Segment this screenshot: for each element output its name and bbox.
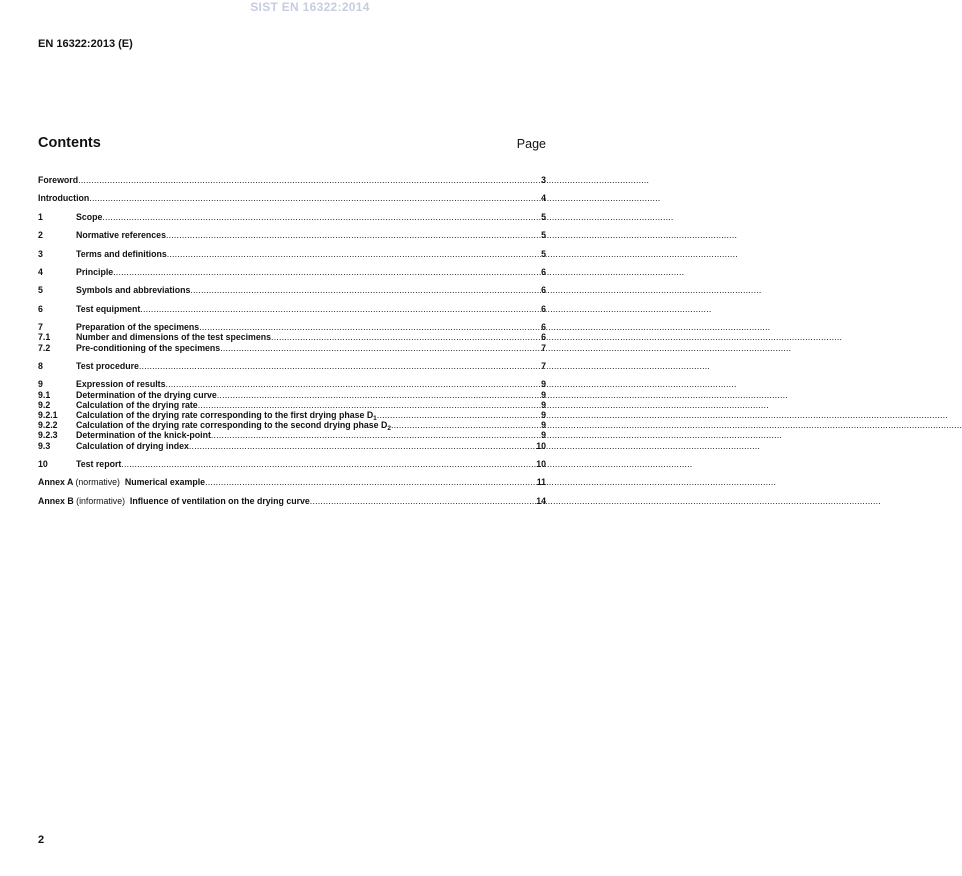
toc-entry-9-2-1[interactable] xyxy=(38,410,546,420)
dot-leader xyxy=(89,193,541,203)
annex-label: Annex A xyxy=(38,477,74,488)
dot-leader xyxy=(189,441,536,451)
dot-leader xyxy=(211,430,541,440)
dot-leader xyxy=(205,477,537,487)
toc-page: 9 xyxy=(541,379,546,390)
annex-type: (normative) xyxy=(75,477,120,488)
toc-title xyxy=(38,496,310,506)
toc-number: 7.2 xyxy=(38,342,51,353)
toc-number: 3 xyxy=(38,248,43,259)
toc-number: 9.2 xyxy=(38,399,51,410)
toc-page: 14 xyxy=(536,495,546,506)
toc-page: 7 xyxy=(541,360,546,371)
annex-label: Annex B xyxy=(38,495,74,506)
toc-entry-7-2[interactable] xyxy=(38,343,546,353)
toc-title: Determination of the knick-point xyxy=(76,430,211,441)
toc-number: 4 xyxy=(38,266,43,277)
toc-entry-9[interactable] xyxy=(38,379,546,389)
toc-page: 5 xyxy=(541,230,546,241)
toc-entry-9-2-3[interactable] xyxy=(38,430,546,440)
toc-entry-2[interactable] xyxy=(38,230,546,240)
toc-entry-introduction[interactable] xyxy=(38,193,546,203)
toc-title: Preparation of the specimens xyxy=(76,322,200,333)
document-code: EN 16322:2013 (E) xyxy=(38,38,133,50)
annex-type: (informative) xyxy=(76,495,126,506)
toc-number: 8 xyxy=(38,360,43,371)
toc-entry-9-2-2[interactable] xyxy=(38,420,546,433)
toc-page: 10 xyxy=(536,458,546,469)
toc-title: Terms and definitions xyxy=(76,248,167,259)
subscript: 2 xyxy=(387,425,391,433)
toc-entry-1[interactable] xyxy=(38,212,546,222)
toc-title: Determination of the drying curve xyxy=(76,389,217,400)
contents-heading: Contents xyxy=(38,135,101,151)
toc-page: 5 xyxy=(541,211,546,222)
toc-entry-9-3[interactable] xyxy=(38,441,546,451)
toc-page: 6 xyxy=(541,303,546,314)
toc-title: Pre-conditioning of the specimens xyxy=(76,342,221,353)
toc-page: 6 xyxy=(541,322,546,333)
annex-title: Influence of ventilation on the drying curve xyxy=(129,495,310,506)
toc-entry-9-1[interactable] xyxy=(38,390,546,400)
toc-page: 9 xyxy=(541,420,546,431)
dot-leader xyxy=(377,410,541,420)
toc-number: 7 xyxy=(38,322,43,333)
subscript: 1 xyxy=(373,414,377,422)
toc-title xyxy=(76,410,377,420)
toc-number: 9.2.3 xyxy=(38,430,58,441)
toc-entry-9-2[interactable] xyxy=(38,400,546,410)
table-of-contents xyxy=(38,175,546,506)
toc-number: 9.3 xyxy=(38,440,51,451)
toc-page: 9 xyxy=(541,430,546,441)
toc-entry-7-1[interactable] xyxy=(38,332,546,342)
dot-leader xyxy=(167,249,541,259)
toc-entry-4[interactable] xyxy=(38,267,546,277)
toc-entry-foreword[interactable] xyxy=(38,175,546,185)
watermark: SIST EN 16322:2014 xyxy=(250,0,370,14)
dot-leader xyxy=(102,212,541,222)
dot-leader xyxy=(165,379,541,389)
toc-page: 6 xyxy=(541,285,546,296)
toc-entry-7[interactable] xyxy=(38,322,546,332)
toc-number: 9.1 xyxy=(38,389,51,400)
toc-page: 6 xyxy=(541,266,546,277)
toc-title xyxy=(76,420,391,433)
toc-title: Number and dimensions of the test specimens xyxy=(76,332,272,343)
toc-number: 1 xyxy=(38,211,43,222)
toc-title: Test report xyxy=(76,458,122,469)
toc-number: 9.2.1 xyxy=(38,409,58,420)
dot-leader xyxy=(199,322,541,332)
toc-number: 2 xyxy=(38,230,43,241)
page-column-label: Page xyxy=(516,137,546,151)
toc-entry-8[interactable] xyxy=(38,361,546,371)
toc-entry-6[interactable] xyxy=(38,304,546,314)
toc-page: 9 xyxy=(541,409,546,420)
toc-title: Test equipment xyxy=(76,303,141,314)
dot-leader xyxy=(139,361,541,371)
dot-leader xyxy=(190,285,541,295)
toc-title xyxy=(38,477,205,487)
toc-page: 11 xyxy=(536,477,546,488)
dot-leader xyxy=(310,496,536,506)
toc-number: 9.2.2 xyxy=(38,420,58,431)
toc-title: Symbols and abbreviations xyxy=(76,285,191,296)
toc-title: Foreword xyxy=(38,175,79,185)
dot-leader xyxy=(78,175,541,185)
toc-page: 5 xyxy=(541,248,546,259)
toc-entry-5[interactable] xyxy=(38,285,546,295)
toc-title-text: Calculation of the drying rate corresponding to the second drying phase D xyxy=(76,420,388,431)
toc-title: Calculation of drying index xyxy=(76,440,189,451)
toc-number: 9 xyxy=(38,379,43,390)
dot-leader xyxy=(113,267,541,277)
dot-leader xyxy=(271,332,541,342)
dot-leader xyxy=(220,343,541,353)
toc-title: Principle xyxy=(76,266,114,277)
annex-title: Numerical example xyxy=(124,477,206,488)
toc-title: Calculation of the drying rate xyxy=(76,399,198,410)
toc-number: 6 xyxy=(38,303,43,314)
toc-number: 5 xyxy=(38,285,43,296)
dot-leader xyxy=(217,390,541,400)
toc-page: 7 xyxy=(541,342,546,353)
toc-entry-annex-b[interactable] xyxy=(38,496,546,506)
toc-page: 9 xyxy=(541,389,546,400)
dot-leader xyxy=(391,420,541,430)
dot-leader xyxy=(121,459,536,469)
toc-number: 7.1 xyxy=(38,332,51,343)
toc-page: 3 xyxy=(541,175,546,185)
toc-number: 10 xyxy=(38,458,48,469)
toc-title: Introduction xyxy=(38,193,90,204)
toc-entry-annex-a[interactable] xyxy=(38,477,546,487)
toc-title: Test procedure xyxy=(76,360,139,371)
toc-title: Expression of results xyxy=(76,379,166,390)
toc-title: Normative references xyxy=(76,230,166,241)
dot-leader xyxy=(140,304,541,314)
toc-title: Scope xyxy=(76,211,103,222)
page-number: 2 xyxy=(38,834,45,846)
toc-page: 4 xyxy=(541,193,546,204)
dot-leader xyxy=(198,400,541,410)
toc-entry-3[interactable] xyxy=(38,249,546,259)
toc-title-text: Calculation of the drying rate corresponding to the first drying phase D xyxy=(76,409,374,420)
toc-page: 9 xyxy=(541,399,546,410)
toc-entry-10[interactable] xyxy=(38,459,546,469)
toc-page: 10 xyxy=(536,440,546,451)
toc-page: 6 xyxy=(541,332,546,343)
dot-leader xyxy=(166,230,541,240)
